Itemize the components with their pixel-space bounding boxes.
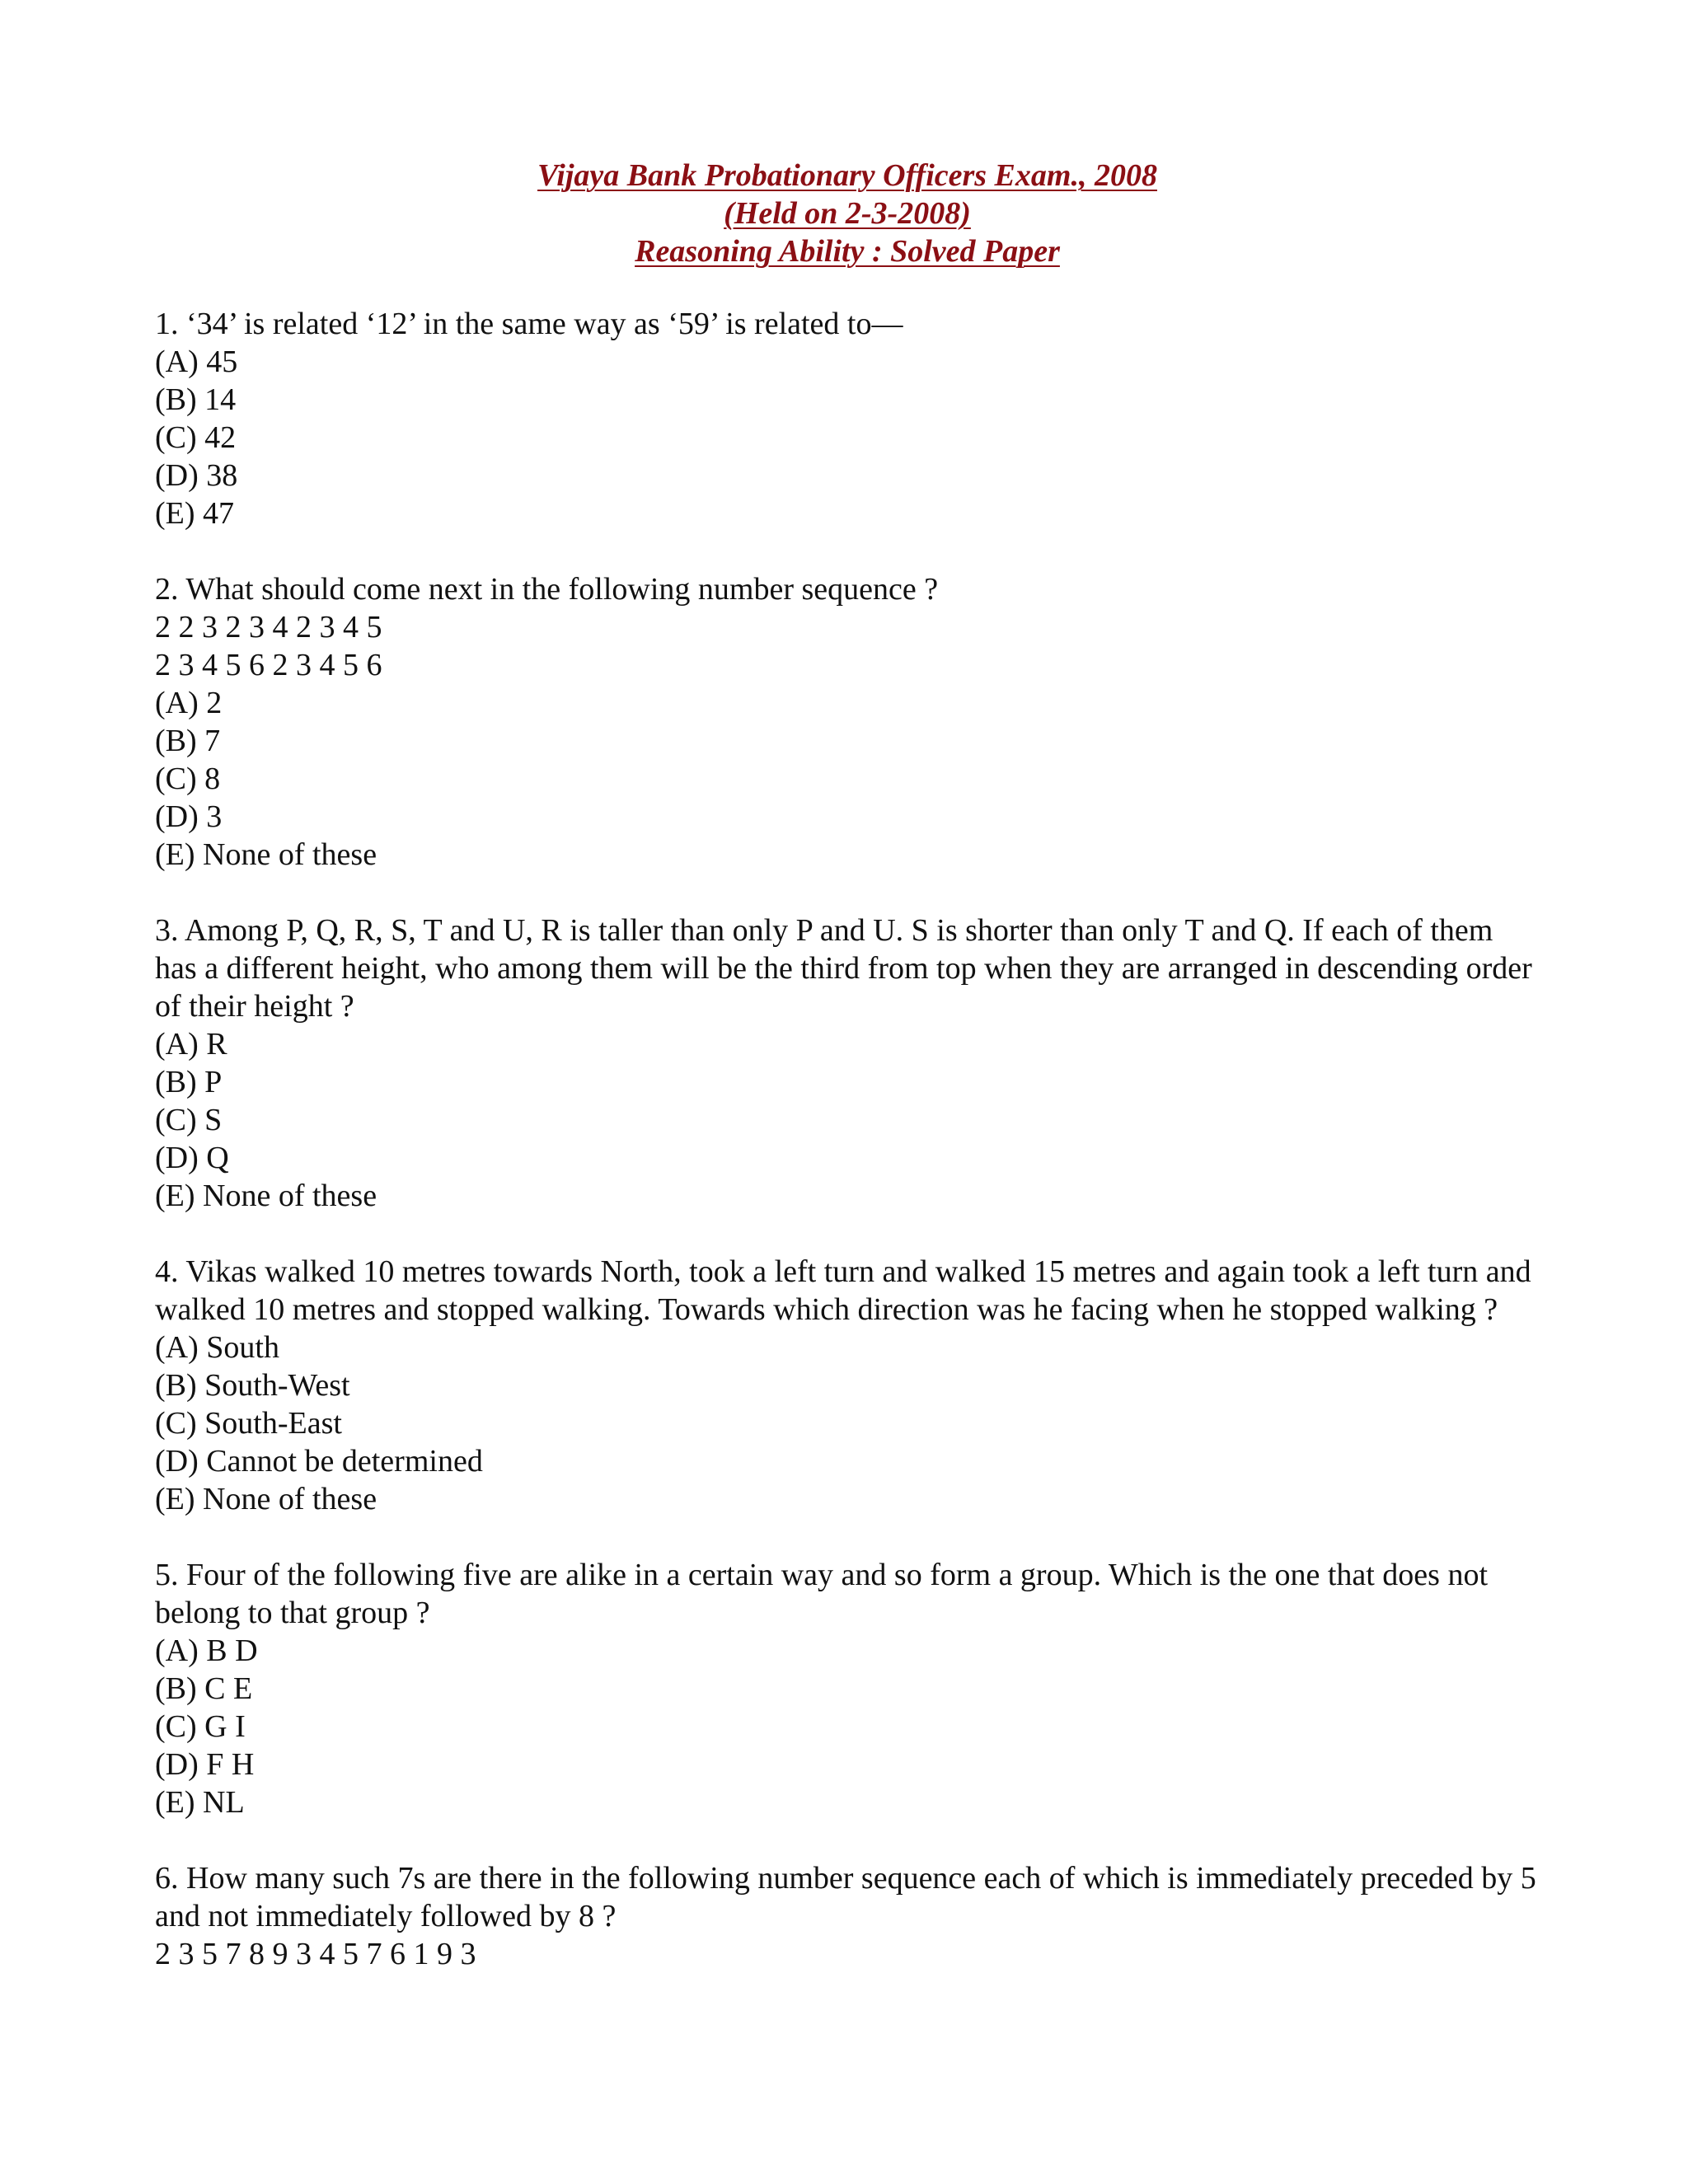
answer-option: (E) NL bbox=[155, 1785, 245, 1820]
answer-option: (A) South bbox=[155, 1330, 279, 1365]
answer-option: (B) 7 bbox=[155, 724, 221, 758]
question-block bbox=[155, 1859, 1540, 1973]
question-stem: 2. What should come next in the following number sequence ? bbox=[155, 572, 939, 607]
document-page bbox=[155, 157, 1540, 2011]
question-stem: 6. How many such 7s are there in the following number sequence each of which is immediately preceded by 5 and not immediately followed by 8 ? bbox=[155, 1861, 1536, 1933]
exam-title: Vijaya Bank Probationary Officers Exam., 2008 bbox=[537, 158, 1157, 193]
answer-option: (C) G I bbox=[155, 1709, 246, 1744]
answer-option: (A) 2 bbox=[155, 686, 223, 720]
answer-option: (E) None of these bbox=[155, 1482, 377, 1516]
answer-option: (C) 8 bbox=[155, 762, 221, 796]
answer-option: (B) P bbox=[155, 1065, 223, 1099]
answer-option: (B) C E bbox=[155, 1671, 253, 1706]
number-sequence: 2 3 4 5 6 2 3 4 5 6 bbox=[155, 648, 382, 682]
question-stem: 5. Four of the following five are alike in a certain way and so form a group. Which is the one that does not belong to that group ? bbox=[155, 1558, 1489, 1630]
exam-date: (Held on 2-3-2008) bbox=[724, 196, 971, 231]
question-block bbox=[155, 570, 1540, 874]
answer-option: (B) 14 bbox=[155, 382, 237, 417]
answer-option: (A) 45 bbox=[155, 344, 238, 379]
question-list bbox=[155, 305, 1540, 1973]
answer-option: (A) B D bbox=[155, 1633, 258, 1668]
number-sequence: 2 3 5 7 8 9 3 4 5 7 6 1 9 3 bbox=[155, 1937, 476, 1971]
question-stem: 1. ‘34’ is related ‘12’ in the same way as ‘59’ is related to— bbox=[155, 307, 903, 341]
question-block bbox=[155, 1556, 1540, 1821]
document-header bbox=[155, 157, 1540, 270]
answer-option: (E) None of these bbox=[155, 837, 377, 872]
answer-option: (D) 38 bbox=[155, 458, 238, 493]
answer-option: (D) F H bbox=[155, 1747, 255, 1782]
answer-option: (C) 42 bbox=[155, 420, 237, 455]
answer-option: (C) S bbox=[155, 1103, 223, 1137]
number-sequence: 2 2 3 2 3 4 2 3 4 5 bbox=[155, 610, 382, 644]
answer-option: (D) Cannot be determined bbox=[155, 1444, 483, 1479]
answer-option: (D) Q bbox=[155, 1141, 229, 1175]
answer-option: (C) South-East bbox=[155, 1406, 342, 1441]
answer-option: (B) South-West bbox=[155, 1368, 350, 1403]
answer-option: (D) 3 bbox=[155, 799, 223, 834]
question-block bbox=[155, 305, 1540, 532]
question-block bbox=[155, 912, 1540, 1215]
question-stem: 4. Vikas walked 10 metres towards North, took a left turn and walked 15 metres and again took a left turn and walked 10 metres and stopped walking. Towards which direction was he facing when he stopped walking ? bbox=[155, 1254, 1531, 1327]
answer-option: (E) None of these bbox=[155, 1179, 377, 1213]
question-block bbox=[155, 1253, 1540, 1518]
answer-option: (A) R bbox=[155, 1027, 227, 1062]
question-stem: 3. Among P, Q, R, S, T and U, R is taller than only P and U. S is shorter than only T and Q. If each of them has a different height, who among them will be the third from top when they are arranged in descending order of their height ? bbox=[155, 913, 1532, 1024]
answer-option: (E) 47 bbox=[155, 496, 235, 531]
paper-subtitle: Reasoning Ability : Solved Paper bbox=[635, 234, 1060, 269]
